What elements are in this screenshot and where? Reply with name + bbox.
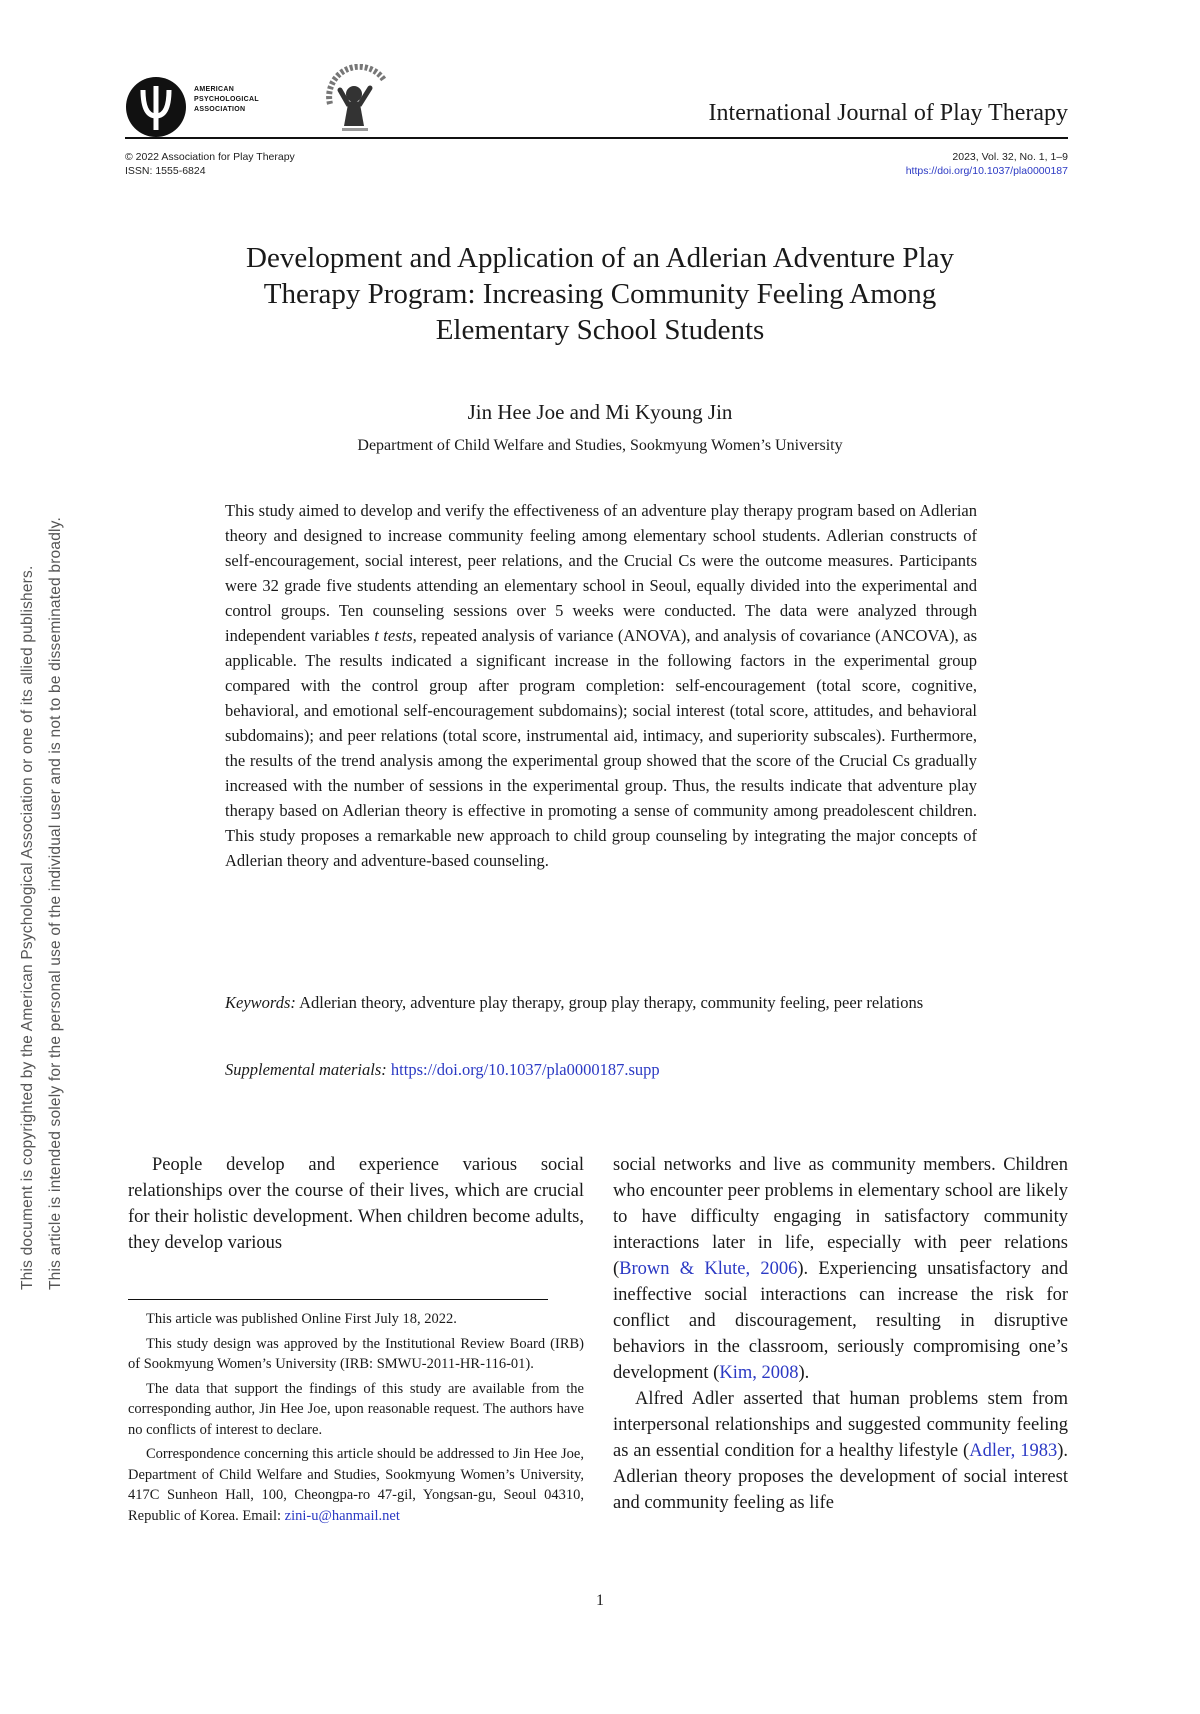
footnotes bbox=[128, 1309, 584, 1530]
body-left-column: People develop and experience various social relationships over the course of their lives, which are crucial for their holistic development. When children become adults, they develop various bbox=[128, 1155, 584, 1253]
copyright-watermark bbox=[14, 390, 70, 1290]
affiliation: Department of Child Welfare and Studies, Sookmyung Women’s University bbox=[357, 437, 843, 454]
email-link[interactable]: zini-u@hanmail.net bbox=[284, 1507, 400, 1524]
apa-name-line: AMERICAN bbox=[194, 86, 235, 93]
supplemental-materials bbox=[225, 1057, 977, 1082]
body-paragraph bbox=[613, 1386, 1068, 1516]
footnote-text: Correspondence concerning this article should be addressed to Jin Hee Joe, Department of Child Welfare and Studies, Sookmyung Women’s University, 417C Sunheon Hall, 100, Cheongpa-ro 47-gil, Yongsan-gu, Seoul 04310, Republic of Korea. Email: bbox=[128, 1446, 584, 1524]
body-text: ). Adlerian theory proposes the development of social interest and community feeling as life bbox=[613, 1441, 1068, 1513]
apa-name-line: PSYCHOLOGICAL bbox=[194, 96, 259, 103]
issn-line: ISSN: 1555-6824 bbox=[125, 165, 206, 177]
footnote: This study design was approved by the Institutional Review Board (IRB) of Sookmyung Women’s University (IRB: SMWU-2011-HR-116-01). bbox=[128, 1335, 584, 1372]
keywords bbox=[225, 990, 977, 1015]
footnote: The data that support the findings of this study are available from the corresponding author, Jin Hee Joe, upon reasonable request. The authors have no conflicts of interest to declare. bbox=[128, 1380, 584, 1438]
header-divider bbox=[125, 137, 1068, 139]
keywords-label: Keywords: bbox=[225, 993, 296, 1012]
title-line: Development and Application of an Adlerian Adventure Play bbox=[246, 242, 954, 274]
footnote: This article was published Online First July 18, 2022. bbox=[146, 1311, 457, 1327]
abstract bbox=[225, 498, 977, 873]
citation-link[interactable]: Kim, 2008 bbox=[719, 1363, 799, 1383]
watermark-line-2: This article is intended solely for the personal use of the individual user and is not to be disseminated broadly. bbox=[47, 517, 64, 1290]
body-text: social networks and live as community members. Children who encounter peer problems in elementary school are likely to have difficulty engaging in satisfactory community interactions later in life, especially with peer relations ( bbox=[613, 1155, 1068, 1279]
publication-meta-left bbox=[125, 150, 295, 178]
abstract-t-tests: t tests bbox=[374, 626, 413, 645]
supp-label: Supplemental materials: bbox=[225, 1060, 387, 1079]
volume-issue: 2023, Vol. 32, No. 1, 1–9 bbox=[952, 151, 1068, 163]
apa-wordmark bbox=[194, 85, 294, 115]
authors: Jin Hee Joe and Mi Kyoung Jin bbox=[467, 400, 733, 424]
apa-name-line: ASSOCIATION bbox=[194, 106, 246, 113]
copyright-line: © 2022 Association for Play Therapy bbox=[125, 151, 295, 163]
body-text: Alfred Adler asserted that human problems stem from interpersonal relationships and suggested community feeling as an essential condition for a healthy lifestyle ( bbox=[613, 1389, 1068, 1461]
keywords-list: Adlerian theory, adventure play therapy, group play therapy, community feeling, peer relations bbox=[299, 993, 924, 1012]
body-text: ). Experiencing unsatisfactory and ineffective social interactions can increase the risk for conflict and discouragement, resulting in disruptive behaviors in the classroom, seriously compromising one’s development ( bbox=[613, 1259, 1068, 1383]
journal-title: International Journal of Play Therapy bbox=[708, 100, 1068, 126]
citation-link[interactable]: Adler, 1983 bbox=[969, 1441, 1058, 1461]
abstract-text-1: This study aimed to develop and verify the effectiveness of an adventure play therapy program based on Adlerian theory and designed to increase community feeling among elementary school students. Adlerian constructs of self-encouragement, social interest, peer relations, and the Crucial Cs were the outcome measures. Participants were 32 grade five students attending an elementary school in Seoul, equally divided into the experimental and control groups. Ten counseling sessions over 5 weeks were conducted. The data were analyzed through independent variables bbox=[225, 501, 977, 645]
body-text: ). bbox=[798, 1363, 810, 1383]
body-right-column bbox=[613, 1152, 1068, 1516]
page-number: 1 bbox=[596, 1592, 604, 1609]
watermark-line-1: This document is copyrighted by the American Psychological Association or one of its allied publishers. bbox=[19, 565, 36, 1290]
footnote bbox=[128, 1444, 584, 1526]
body-paragraph bbox=[613, 1152, 1068, 1386]
supp-link[interactable]: https://doi.org/10.1037/pla0000187.supp bbox=[390, 1060, 660, 1079]
citation-link[interactable]: Brown & Klute, 2006 bbox=[619, 1259, 798, 1279]
apa-logo-icon bbox=[125, 76, 187, 138]
article-title bbox=[150, 240, 1050, 348]
title-line: Elementary School Students bbox=[435, 314, 765, 346]
publication-meta-right bbox=[760, 150, 1068, 178]
title-line: Therapy Program: Increasing Community Feeling Among bbox=[263, 278, 937, 310]
apt-logo-icon bbox=[318, 64, 400, 138]
doi-link[interactable]: https://doi.org/10.1037/pla0000187 bbox=[905, 165, 1068, 177]
footnote-divider bbox=[128, 1299, 548, 1300]
abstract-text-2: , repeated analysis of variance (ANOVA), and analysis of covariance (ANCOVA), as applicable. The results indicated a significant increase in the following factors in the experimental group compared with the control group after program completion: self-encouragement (total score, cognitive, behavioral, and emotional self-encouragement subdomains); social interest (total score, attitudes, and behavioral subdomains); and peer relations (total score, instrumental aid, intimacy, and superiority subscales). Furthermore, the results of the trend analysis among the experimental group showed that the score of the Crucial Cs gradually increased with the number of sessions in the experimental group. Thus, the results indicate that adventure play therapy based on Adlerian theory is effective in promoting a sense of community among preadolescent children. This study proposes a remarkable new approach to child group counseling by integrating the major concepts of Adlerian theory and adventure-based counseling. bbox=[225, 626, 977, 870]
